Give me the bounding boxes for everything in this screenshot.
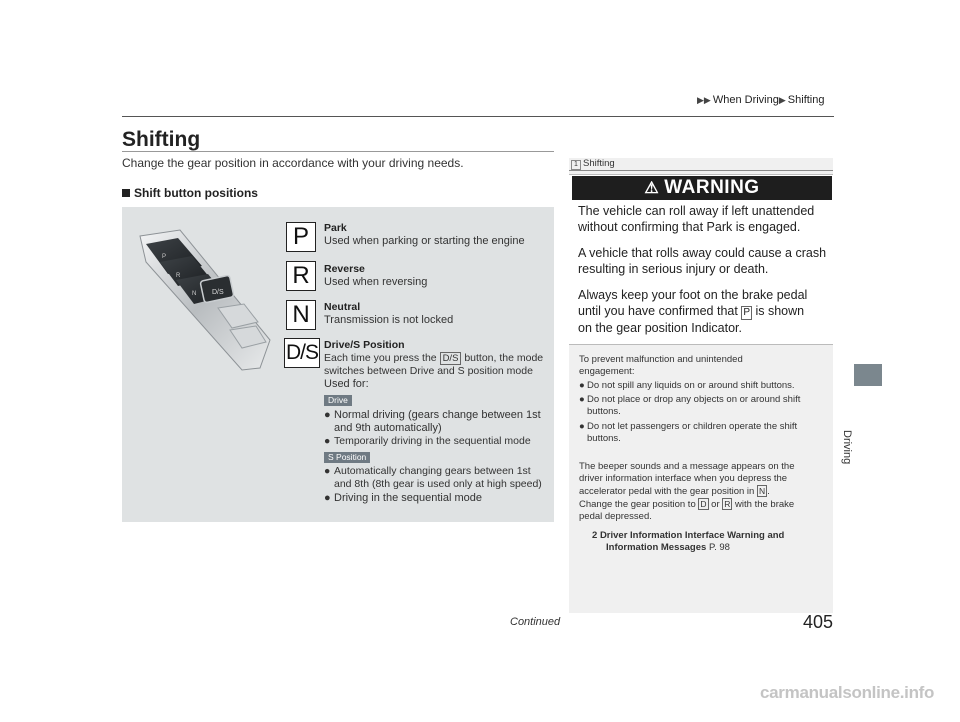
breadcrumb-item[interactable]: Shifting [787, 94, 825, 106]
side-note-divider [569, 170, 833, 171]
drive-key: D [700, 499, 707, 509]
drive-s-desc-line2: switches between Drive and S position mode [324, 365, 533, 377]
continued-label: Continued [510, 616, 561, 628]
breadcrumb-item[interactable]: When Driving [712, 94, 779, 106]
cross-reference-link[interactable]: 2 Driver Information Interface Warning and Information Messages P. 98 [592, 530, 785, 553]
s-position-tag: S Position [324, 452, 370, 463]
list-item: ● Normal driving (gears change between 1st and 9th automatically) [324, 409, 541, 434]
header-divider [122, 116, 834, 117]
reverse-description: Used when reversing [324, 276, 428, 288]
chapter-tab [854, 364, 882, 386]
reference-arrow-icon: 2 [592, 530, 598, 541]
ds-button-key: D/S [440, 352, 462, 365]
bullet-icon: ● [324, 435, 331, 447]
neutral-description: Transmission is not locked [324, 314, 454, 326]
bullet-icon: ● [324, 465, 331, 477]
bullet-icon: ● [579, 380, 585, 391]
page-number: 405 [803, 612, 834, 632]
warning-triangle-icon: ⚠ [644, 180, 660, 197]
list-item: ● Driving in the sequential mode [324, 492, 482, 504]
section-heading-label: Shift button positions [134, 186, 258, 200]
shift-console-illustration [132, 222, 282, 372]
warning-text: The vehicle can roll away if left unattended without confirming that Park is engaged. [578, 204, 815, 234]
list-item: ● Do not place or drop any objects on or around shift buttons. [579, 394, 801, 417]
list-item: ● Do not let passengers or children operate the shift buttons. [579, 421, 798, 444]
page-title: Shifting [122, 128, 201, 151]
section-heading [122, 186, 258, 200]
neutral-title: Neutral [324, 301, 361, 313]
bullet-icon: ● [579, 394, 585, 405]
reverse-badge: R [286, 261, 316, 291]
watermark: carmanualsonline.info [760, 683, 935, 702]
svg-text:D/S: D/S [212, 289, 224, 296]
svg-text:N: N [192, 291, 197, 297]
breadcrumb [697, 94, 825, 106]
title-divider [122, 151, 554, 152]
side-note-heading: 1 Shifting [571, 158, 615, 170]
warning-text: Always keep your foot on the brake pedal until you have confirmed that P is shown on the gear position Indicator. [578, 288, 808, 335]
park-key: P [743, 307, 750, 318]
neutral-key: N [758, 486, 766, 496]
intro-text: Change the gear position in accordance with your driving needs. [122, 156, 464, 170]
warning-label: WARNING [664, 177, 760, 198]
svg-text:R: R [176, 273, 181, 279]
note-intro: To prevent malfunction and unintended engagement: [579, 354, 743, 377]
bullet-icon: ● [324, 409, 331, 421]
reference-number-icon: 1 [571, 160, 581, 170]
warning-header [572, 176, 832, 200]
drive-s-desc-start: Each time you press the [324, 352, 437, 364]
drive-s-description [324, 352, 556, 378]
list-item: ● Temporarily driving in the sequential mode [324, 435, 531, 447]
bullet-icon: ● [579, 421, 585, 432]
list-item: ● Automatically changing gears between 1st and 8th (8th gear is used only at high speed) [324, 465, 542, 490]
breadcrumb-arrows-icon: ▶▶ [697, 95, 711, 105]
bullet-icon: ● [324, 492, 331, 504]
drive-s-title: Drive/S Position [324, 339, 405, 351]
reverse-title: Reverse [324, 263, 365, 275]
drive-mode-tag: Drive [324, 395, 352, 406]
park-title: Park [324, 222, 347, 234]
neutral-badge: N [286, 300, 316, 330]
square-bullet-icon [122, 189, 130, 197]
warning-text: A vehicle that rolls away could cause a crash resulting in serious injury or death. [578, 246, 827, 276]
park-badge: P [286, 222, 316, 252]
drive-s-desc-end: button, the mode [464, 352, 544, 364]
chapter-tab-label: Driving [841, 430, 853, 465]
list-item: ● Do not spill any liquids on or around shift buttons. [579, 380, 795, 391]
used-for-label: Used for: [324, 378, 369, 390]
breadcrumb-arrow-icon: ▶ [778, 95, 786, 105]
svg-text:P: P [162, 254, 167, 260]
park-description: Used when parking or starting the engine [324, 235, 525, 247]
note-paragraph: The beeper sounds and a message appears on the driver information interface when you depress the accelerator pedal with the gear position in N . Change the gear position to D or R with the brake pedal depressed. [579, 461, 795, 522]
reverse-key: R [724, 499, 731, 509]
drive-s-badge: D/S [284, 338, 320, 368]
